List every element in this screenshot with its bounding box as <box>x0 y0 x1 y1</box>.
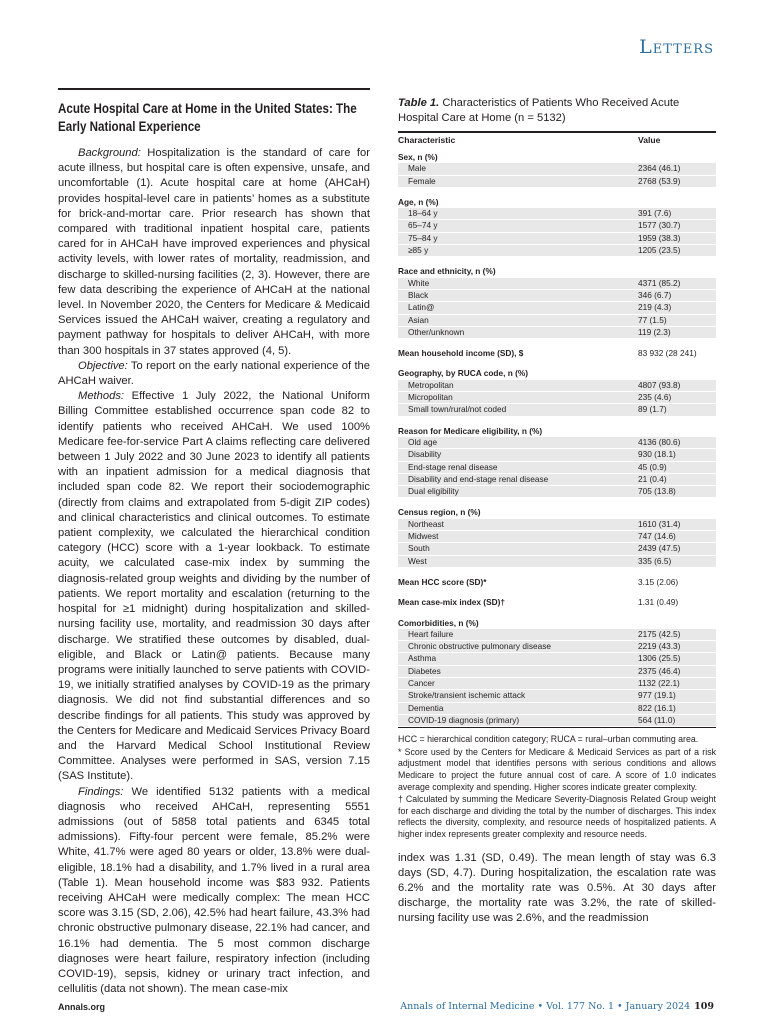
section-value <box>638 359 716 379</box>
row-label: Old age <box>398 437 638 449</box>
row-label: Diabetes <box>398 665 638 677</box>
article-paragraph <box>58 389 370 784</box>
table-row <box>398 392 716 404</box>
table-section-row <box>398 339 716 360</box>
row-value: 391 (7.6) <box>638 208 716 220</box>
paragraph-heading: Objective: <box>78 359 128 372</box>
paragraph-text: Effective 1 July 2022, the National Uniform Billing Committee established occurrence span code 82 to identify patients who received AHCaH. We used 100% Medicare fee-for-service Part A claims reflecting care delivered between 1 July 2022 and 30 June 2023 to identify all patients with an inpatient admission for a medical diagnosis that included span code 82. We report their sociodemographic (directly from claims and extrapolated from 5-digit ZIP codes) and clinical characteristics and clinical outcomes. To estimate patient complexity, we calculated the hierarchical condition category (HCC) score with a 1-year lookback. To estimate acuity, we calculated case-mix index by summing the diagnosis-related group weights and dividing by the number of patients. We report mortality and escalation (returning to the hospital for ≥1 midnight) during hospitalization and skilled-nursing facility use, mortality, and readmission 30 days after discharge. We stratified these outcomes by disabled, dual-eligible, and Black or Latin@ patients. Because many programs were initially launched to serve patients with COVID-19, we initially stratified analyses by COVID-19 as the primary diagnosis. We did not find substantial differences and so describe findings for all patients. This study was approved by the Centers for Medicare and Medicaid Services Privacy Board and the Harvard Medical School Institutional Review Committee. Analyses were performed in SAS, version 7.15 (SAS Institute). <box>58 390 370 783</box>
row-value: 219 (4.3) <box>638 302 716 314</box>
table-section-row <box>398 567 716 588</box>
section-title: Reason for Medicare eligibility, n (%) <box>398 425 543 436</box>
row-label: Disability and end-stage renal disease <box>398 473 638 485</box>
row-value: 77 (1.5) <box>638 314 716 326</box>
row-value: 89 (1.7) <box>638 404 716 416</box>
row-label: ≥85 y <box>398 245 638 257</box>
article-continuation: index was 1.31 (SD, 0.49). The mean length of stay was 6.3 days (SD, 4.7). During hospitalization, the escalation rate was 6.2% and the mortality rate was 0.5%. At 30 days after discharge, the mortality rate was 3.2%, the rate of skilled-nursing facility use was 2.6%, and the readmission <box>398 851 716 925</box>
paragraph-heading: Background: <box>78 147 141 159</box>
table-row <box>398 473 716 485</box>
row-label: West <box>398 555 638 567</box>
row-value: 1959 (38.3) <box>638 232 716 244</box>
table-row <box>398 486 716 498</box>
table-row <box>398 380 716 392</box>
row-label: Heart failure <box>398 629 638 641</box>
row-label: Northeast <box>398 519 638 531</box>
paragraph-text: To report on the early national experience of the AHCaH waiver. <box>58 359 370 388</box>
article-paragraph <box>58 359 370 389</box>
table-row <box>398 232 716 244</box>
row-label: Cancer <box>398 677 638 689</box>
table-row <box>398 641 716 653</box>
section-value: 3.15 (2.06) <box>638 576 679 587</box>
row-value: 4136 (80.6) <box>638 437 716 449</box>
table-row <box>398 714 716 726</box>
row-value: 2175 (42.5) <box>638 629 716 641</box>
table-caption <box>398 96 716 125</box>
table-row <box>398 519 716 531</box>
row-value: 2439 (47.5) <box>638 543 716 555</box>
table-row <box>398 437 716 449</box>
section-title: Sex, n (%) <box>398 152 438 162</box>
row-value: 747 (14.6) <box>638 531 716 543</box>
row-label: Metropolitan <box>398 380 638 392</box>
table-row <box>398 461 716 473</box>
row-value: 335 (6.5) <box>638 555 716 567</box>
table-section-row <box>398 187 716 208</box>
row-label: Asthma <box>398 653 638 665</box>
page-number: 109 <box>694 1001 714 1012</box>
row-label: Dementia <box>398 702 638 714</box>
footer-journal <box>400 1001 714 1012</box>
row-label: Stroke/transient ischemic attack <box>398 690 638 702</box>
table-row <box>398 302 716 314</box>
section-value <box>638 187 716 208</box>
row-value: 45 (0.9) <box>638 461 716 473</box>
row-value: 930 (18.1) <box>638 449 716 461</box>
paragraph-text: Hospitalization is the standard of care for acute illness, but hospital care is often expensive, unsafe, and uncomfortable (1). Acute hospital care at home (AHCaH) provides hospital-level care in patients’ homes as a substitute for brick-and-mortar care. Prior research has shown that compared with traditional inpatient hospital care, patients cared for in AHCaH have improved experiences and physical activity levels, with lower rates of mortality, readmission, and discharge to skilled-nursing facilities (2, 3). However, there are few data describing the experience of AHCaH at the national level. In November 2020, the Centers for Medicare & Medicaid Services issued the AHCaH waiver, creating a regulatory and payment pathway for hospitals to deliver AHCaH, with more than 300 hospitals in 37 states approved (4, 5). <box>58 147 370 357</box>
article-title: Acute Hospital Care at Home in the United States: The Early National Experience <box>58 101 357 134</box>
footer-site: Annals.org <box>58 1002 106 1012</box>
table-section-row <box>398 588 716 608</box>
row-value: 346 (6.7) <box>638 289 716 301</box>
row-value: 235 (4.6) <box>638 392 716 404</box>
section-value <box>638 609 716 629</box>
table-row <box>398 449 716 461</box>
table-section-row <box>398 149 716 163</box>
table-row <box>398 245 716 257</box>
col-characteristic: Characteristic <box>398 135 456 146</box>
row-label: White <box>398 278 638 290</box>
table-row <box>398 629 716 641</box>
row-value: 977 (19.1) <box>638 690 716 702</box>
section-value <box>638 257 716 278</box>
table-caption-text: Characteristics of Patients Who Received Acute Hospital Care at Home (n = 5132) <box>398 97 680 124</box>
section-value <box>638 416 716 437</box>
row-label: COVID-19 diagnosis (primary) <box>398 714 638 726</box>
table-row <box>398 531 716 543</box>
row-label: Chronic obstructive pulmonary disease <box>398 641 638 653</box>
section-label: Letters <box>639 36 714 58</box>
row-value: 21 (0.4) <box>638 473 716 485</box>
row-value: 2375 (46.4) <box>638 665 716 677</box>
paragraph-heading: Methods: <box>78 390 125 403</box>
table-section-row <box>398 257 716 278</box>
characteristics-table <box>398 133 716 727</box>
section-title: Mean case-mix index (SD)† <box>398 597 505 608</box>
row-value: 2364 (46.1) <box>638 163 716 175</box>
section-title: Mean HCC score (SD)* <box>398 576 487 587</box>
table-column <box>398 96 716 927</box>
row-label: Other/unknown <box>398 326 638 338</box>
table-row <box>398 289 716 301</box>
table-row <box>398 702 716 714</box>
article-body <box>58 146 370 997</box>
row-value: 705 (13.8) <box>638 486 716 498</box>
header-rule <box>58 88 370 90</box>
row-value: 1205 (23.5) <box>638 245 716 257</box>
table-row <box>398 208 716 220</box>
section-title: Census region, n (%) <box>398 507 481 518</box>
row-value: 4371 (85.2) <box>638 278 716 290</box>
row-value: 1306 (25.5) <box>638 653 716 665</box>
row-label: Latin@ <box>398 302 638 314</box>
row-label: 65–74 y <box>398 220 638 232</box>
section-value: 1.31 (0.49) <box>638 597 679 608</box>
section-title: Race and ethnicity, n (%) <box>398 266 496 277</box>
row-value: 1610 (31.4) <box>638 519 716 531</box>
table-row <box>398 404 716 416</box>
table-row <box>398 543 716 555</box>
section-value <box>638 149 716 163</box>
row-value: 1132 (22.1) <box>638 677 716 689</box>
row-value: 2768 (53.9) <box>638 175 716 187</box>
table-row <box>398 163 716 175</box>
row-label: Male <box>398 163 638 175</box>
table-row <box>398 326 716 338</box>
section-title: Comorbidities, n (%) <box>398 617 479 628</box>
row-value: 822 (16.1) <box>638 702 716 714</box>
table-section-row <box>398 359 716 379</box>
row-value: 4807 (93.8) <box>638 380 716 392</box>
section-title: Age, n (%) <box>398 196 439 207</box>
row-label: Midwest <box>398 531 638 543</box>
table-row <box>398 665 716 677</box>
footnote: † Calculated by summing the Medicare Severity-Diagnosis Related Group weight for each discharge and dividing the total by the number of discharges. This index reflects the diversity, complexity, and resource needs of hospitalized patients. A higher index represents greater complexity and resource needs. <box>398 794 716 839</box>
table-header-row <box>398 133 716 149</box>
section-title: Mean household income (SD), $ <box>398 348 524 359</box>
table-section-row <box>398 498 716 519</box>
table-footnotes <box>398 734 716 840</box>
table-row <box>398 690 716 702</box>
row-label: South <box>398 543 638 555</box>
table-row <box>398 278 716 290</box>
row-label: Disability <box>398 449 638 461</box>
table-row <box>398 175 716 187</box>
footnote: * Score used by the Centers for Medicare & Medicaid Services as part of a risk adjustment model that identifies persons with serious conditions and allows Medicare to project the future annual cost of care. A score of 1.0 indicates average complexity and spending. Higher scores indicate greater complexity. <box>398 746 716 792</box>
footnote: HCC = hierarchical condition category; RUCA = rural–urban commuting area. <box>398 734 699 745</box>
section-value: 83 932 (28 241) <box>638 348 697 359</box>
row-label: Small town/rural/not coded <box>398 404 638 416</box>
table-bottom-rule <box>398 727 716 728</box>
table-row <box>398 314 716 326</box>
paragraph-heading: Findings: <box>78 785 124 798</box>
paragraph-text: We identified 5132 patients with a medical diagnosis who received AHCaH, representing 5551 admissions (out of 5858 total patients and 6345 total admissions). Fifty-four percent were female, 85.2% were White, 41.7% were aged 80 years or older, 13.8% were dual-eligible, 18.1% had a disability, and 1.7% lived in a rural area (Table 1). Mean household income was $83 932. Patients receiving AHCaH were medically complex: The mean HCC score was 3.15 (SD, 2.06), 42.5% had heart failure, 43.3% had chronic obstructive pulmonary disease, 22.1% had cancer, and 16.1% had dementia. The 5 most common discharge diagnoses were heart failure, respiratory infection (including COVID-19), sepsis, kidney or urinary tract infection, and cellulitis (data not shown). The mean case-mix <box>58 785 370 996</box>
section-title: Geography, by RUCA code, n (%) <box>398 368 528 379</box>
article-paragraph <box>58 146 370 359</box>
table-row <box>398 220 716 232</box>
row-label: Black <box>398 289 638 301</box>
row-label: Asian <box>398 314 638 326</box>
footer-journal-text: Annals of Internal Medicine • Vol. 177 No. 1 • January 2024 <box>400 1001 691 1012</box>
article-paragraph <box>58 785 370 998</box>
row-label: 75–84 y <box>398 232 638 244</box>
row-label: Female <box>398 175 638 187</box>
col-value: Value <box>638 135 661 146</box>
row-label: 18–64 y <box>398 208 638 220</box>
table-row <box>398 677 716 689</box>
table-section-row <box>398 416 716 437</box>
table-row <box>398 653 716 665</box>
article-column <box>58 100 370 997</box>
row-value: 119 (2.3) <box>638 326 716 338</box>
table-section-row <box>398 609 716 629</box>
row-value: 1577 (30.7) <box>638 220 716 232</box>
row-label: End-stage renal disease <box>398 461 638 473</box>
table-label: Table 1. <box>398 97 440 109</box>
table-row <box>398 555 716 567</box>
section-value <box>638 498 716 519</box>
row-label: Dual eligibility <box>398 486 638 498</box>
row-value: 2219 (43.3) <box>638 641 716 653</box>
row-label: Micropolitan <box>398 392 638 404</box>
row-value: 564 (11.0) <box>638 714 716 726</box>
